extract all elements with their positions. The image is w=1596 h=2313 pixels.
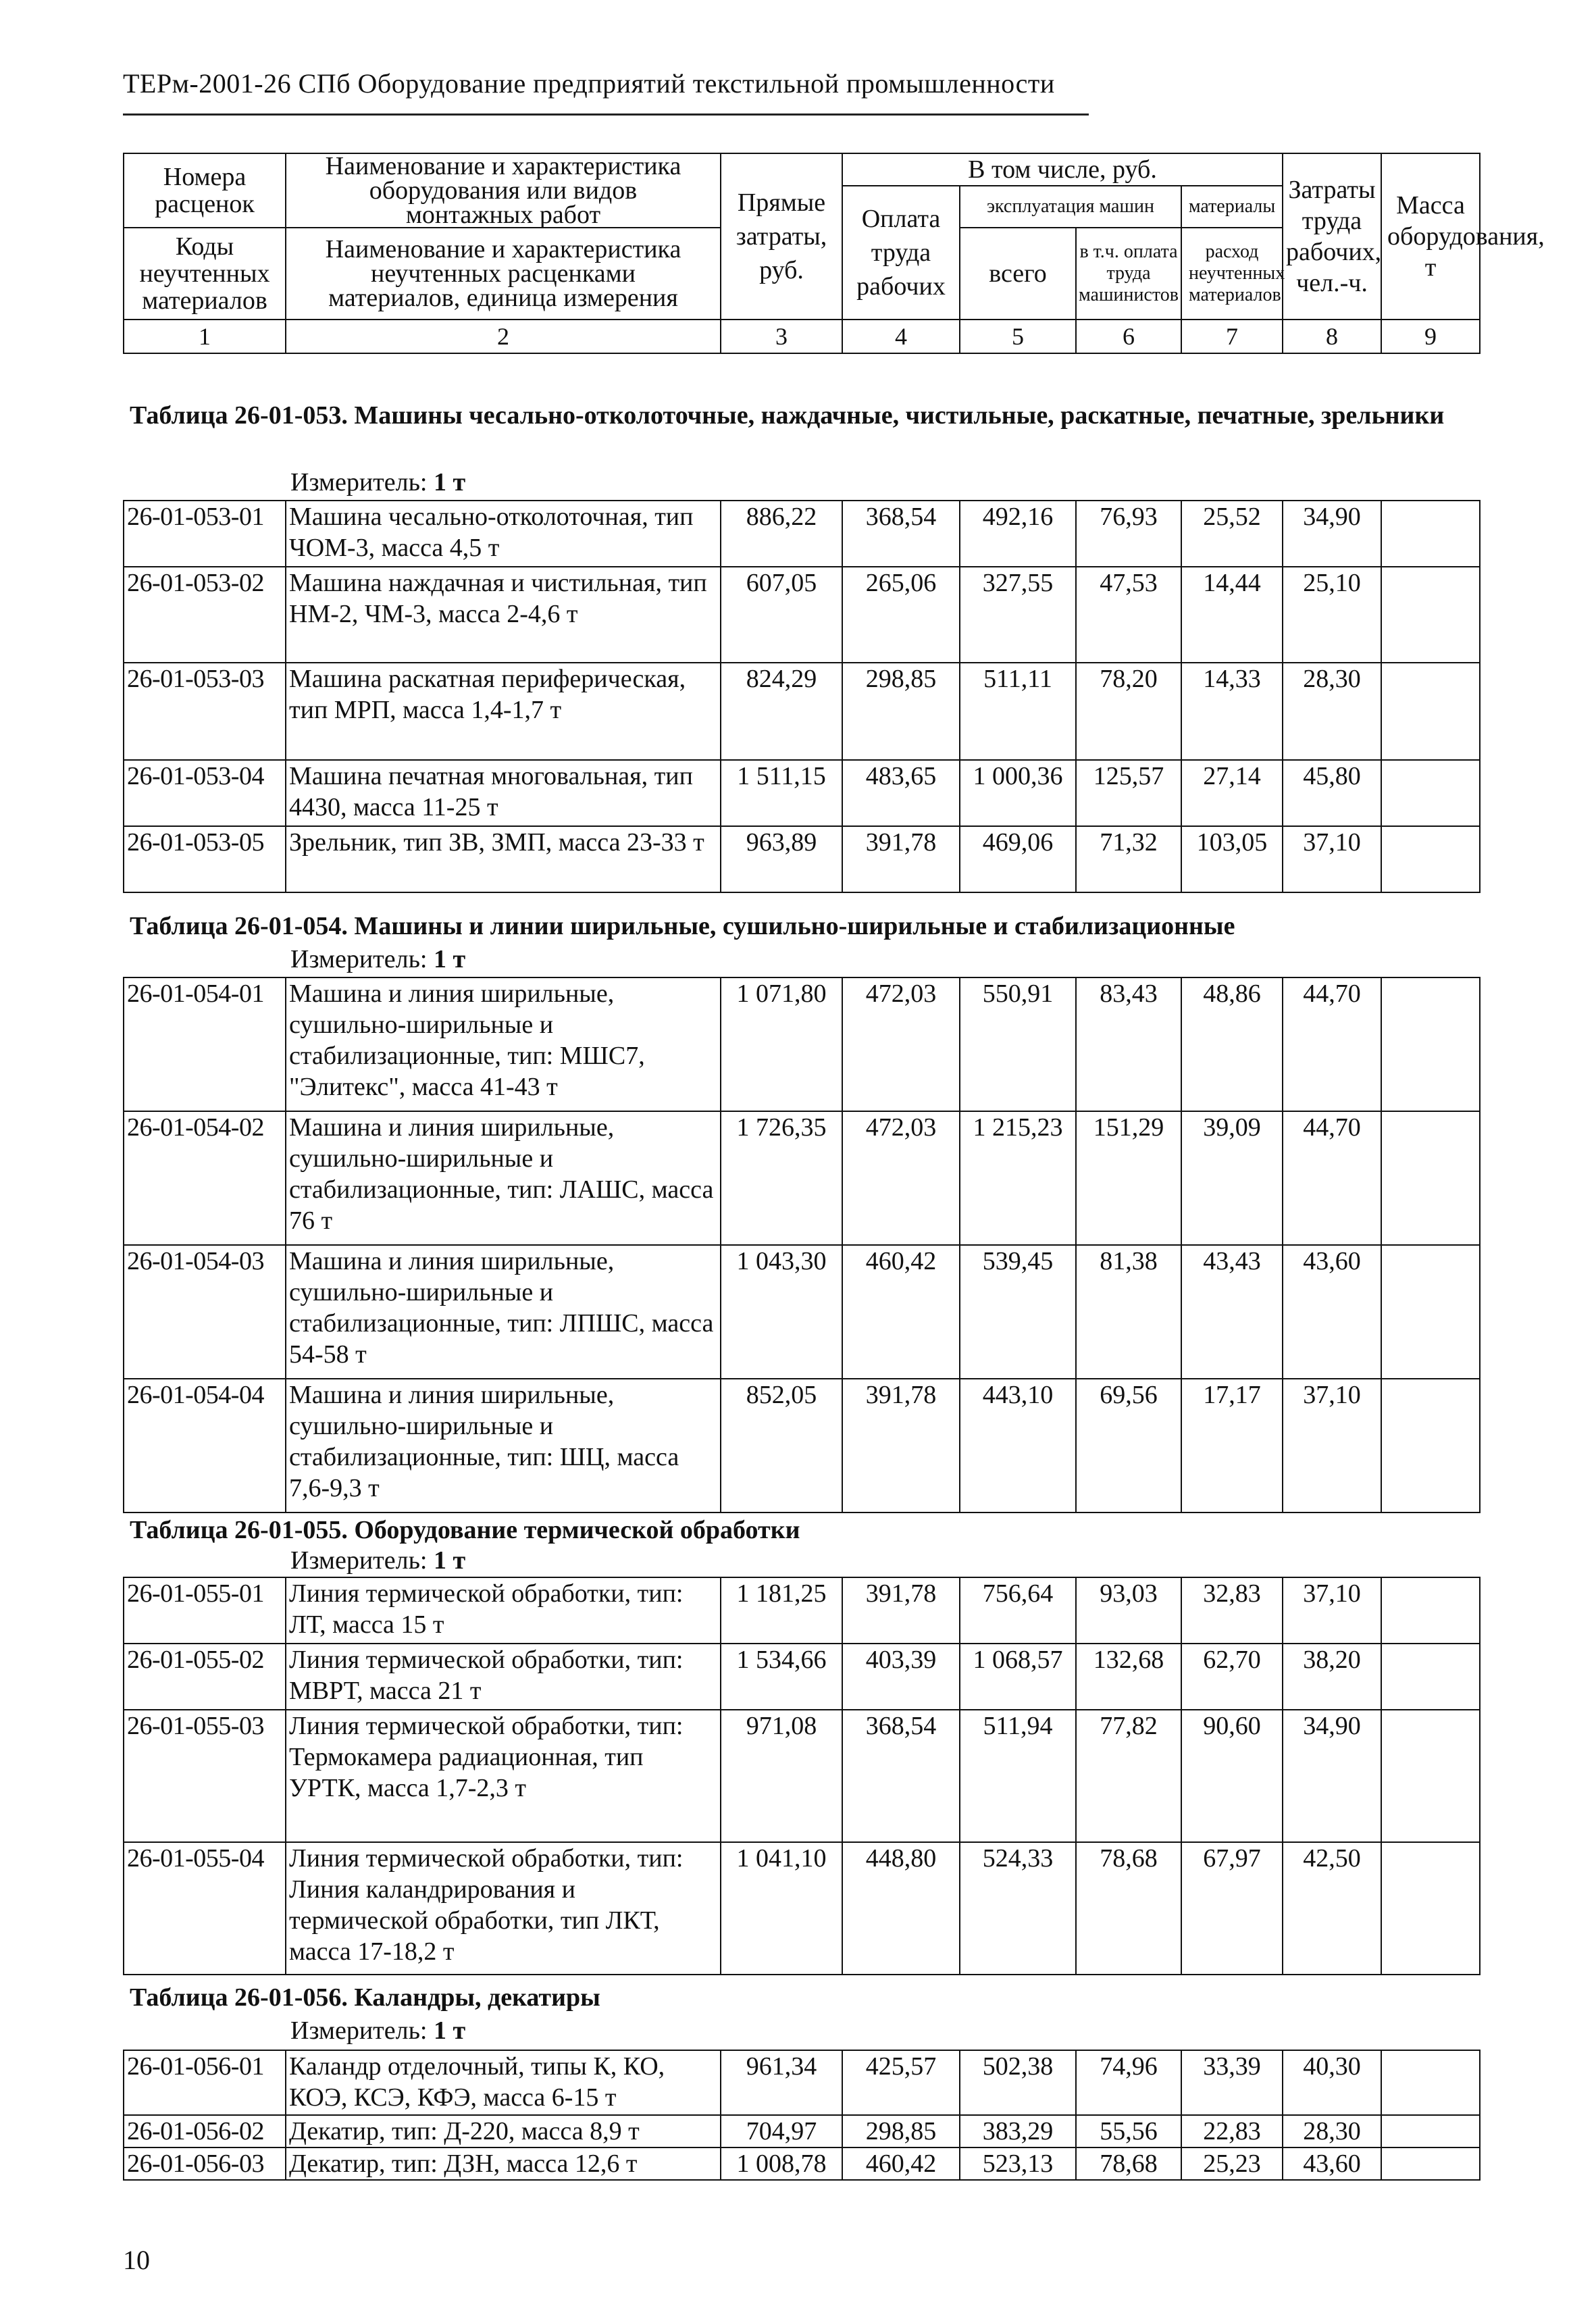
measure-value: 1 т [434,2016,466,2045]
direct-cost: 886,22 [721,501,842,567]
rate-code: 26-01-055-04 [124,1842,286,1975]
materials: 103,05 [1181,826,1283,892]
labor-hours: 34,90 [1283,1710,1381,1842]
labor-hours: 44,70 [1283,1111,1381,1245]
direct-cost: 607,05 [721,567,842,663]
materials: 67,97 [1181,1842,1283,1975]
machine-total: 550,91 [960,977,1076,1111]
labor-pay: 448,80 [842,1842,960,1975]
rate-code: 26-01-053-03 [124,663,286,760]
direct-cost: 1 008,78 [721,2147,842,2180]
machine-total: 1 000,36 [960,760,1076,826]
labor-hours: 40,30 [1283,2050,1381,2115]
machine-total: 469,06 [960,826,1076,892]
labor-pay: 391,78 [842,1379,960,1513]
machine-total: 502,38 [960,2050,1076,2115]
measure-line [290,467,465,497]
machinist-pay: 55,56 [1076,2115,1181,2147]
table-row [124,1245,1480,1379]
measure-value: 1 т [434,468,466,497]
labor-pay: 298,85 [842,663,960,760]
equipment-mass [1381,1710,1480,1842]
machine-total: 511,11 [960,663,1076,760]
rate-code: 26-01-054-03 [124,1245,286,1379]
rate-table-053 [123,500,1481,893]
table-row [124,1644,1480,1710]
materials: 22,83 [1181,2115,1283,2147]
direct-cost: 704,97 [721,2115,842,2147]
header-exploit: эксплуатация машин [960,186,1181,228]
rate-name: Машина и линия ширильные, сушильно-ширильные и стабилизационные, тип: МШС7, "Элитекс", масса 41-43 т [286,977,721,1111]
table-row [124,826,1480,892]
rate-code: 26-01-054-02 [124,1111,286,1245]
machine-total: 383,29 [960,2115,1076,2147]
rate-code: 26-01-055-01 [124,1577,286,1644]
rate-name: Линия термической обработки, тип: Термокамера радиационная, тип УРТК, масса 1,7-2,3 т [286,1710,721,1842]
header-col2-top: Наименование и характеристика оборудования или видов монтажных работ [286,153,721,228]
labor-hours: 43,60 [1283,1245,1381,1379]
labor-pay: 460,42 [842,2147,960,2180]
machinist-pay: 76,93 [1076,501,1181,567]
measure-label: Измеритель: [290,468,428,497]
machinist-pay: 132,68 [1076,1644,1181,1710]
rate-name: Машина наждачная и чистильная, тип НМ-2, ЧМ-3, масса 2-4,6 т [286,567,721,663]
table-row [124,663,1480,760]
labor-hours: 28,30 [1283,663,1381,760]
machine-total: 1 215,23 [960,1111,1076,1245]
header-col2-bottom: Наименование и характеристика неучтенных расценками материалов, единица измерения [286,228,721,320]
machine-total: 492,16 [960,501,1076,567]
direct-cost: 961,34 [721,2050,842,2115]
materials: 43,43 [1181,1245,1283,1379]
rate-table-055 [123,1577,1481,1975]
direct-cost: 1 726,35 [721,1111,842,1245]
rate-table-056 [123,2050,1481,2181]
equipment-mass [1381,2147,1480,2180]
machinist-pay: 81,38 [1076,1245,1181,1379]
labor-hours: 43,60 [1283,2147,1381,2180]
equipment-mass [1381,826,1480,892]
table-row [124,1842,1480,1975]
measure-line [290,2016,465,2045]
labor-pay: 265,06 [842,567,960,663]
labor-hours: 25,10 [1283,567,1381,663]
machinist-pay: 151,29 [1076,1111,1181,1245]
labor-hours: 28,30 [1283,2115,1381,2147]
machinist-pay: 69,56 [1076,1379,1181,1513]
labor-hours: 45,80 [1283,760,1381,826]
rate-code: 26-01-054-01 [124,977,286,1111]
equipment-mass [1381,1245,1480,1379]
machine-total: 511,94 [960,1710,1076,1842]
col-number: 8 [1283,320,1381,353]
direct-cost: 1 043,30 [721,1245,842,1379]
machinist-pay: 83,43 [1076,977,1181,1111]
page-number: 10 [123,2245,150,2275]
materials: 25,23 [1181,2147,1283,2180]
labor-pay: 483,65 [842,760,960,826]
page-header: ТЕРм-2001-26 СПб Оборудование предприятий текстильной промышленности [123,68,1055,99]
machinist-pay: 71,32 [1076,826,1181,892]
col-number: 4 [842,320,960,353]
direct-cost: 963,89 [721,826,842,892]
equipment-mass [1381,2115,1480,2147]
col-number: 6 [1076,320,1181,353]
labor-pay: 368,54 [842,1710,960,1842]
rate-name: Линия термической обработки, тип: МВРТ, масса 21 т [286,1644,721,1710]
materials: 14,44 [1181,567,1283,663]
header-col5: всего [960,228,1076,320]
machinist-pay: 78,20 [1076,663,1181,760]
rate-name: Зрельник, тип ЗВ, ЗМП, масса 23-33 т [286,826,721,892]
col-number: 2 [286,320,721,353]
rate-name: Линия термической обработки, тип: Линия каландрирования и термической обработки, тип ЛКТ, масса 17-18,2 т [286,1842,721,1975]
table-title: Таблица 26-01-056. Каландры, декатиры [130,1983,600,2012]
rate-name: Машина и линия ширильные, сушильно-ширильные и стабилизационные, тип: ЛАШС, масса 76 т [286,1111,721,1245]
rate-code: 26-01-053-01 [124,501,286,567]
labor-pay: 368,54 [842,501,960,567]
rate-code: 26-01-055-02 [124,1644,286,1710]
equipment-mass [1381,1577,1480,1644]
machinist-pay: 125,57 [1076,760,1181,826]
measure-line [290,944,465,974]
direct-cost: 824,29 [721,663,842,760]
materials: 17,17 [1181,1379,1283,1513]
col-number: 1 [124,320,286,353]
labor-pay: 298,85 [842,2115,960,2147]
equipment-mass [1381,760,1480,826]
rate-name: Линия термической обработки, тип: ЛТ, масса 15 т [286,1577,721,1644]
rate-name: Машина печатная многовальная, тип 4430, масса 11-25 т [286,760,721,826]
header-col3: Прямые затраты, руб. [721,153,842,320]
labor-pay: 391,78 [842,826,960,892]
table-title: Таблица 26-01-054. Машины и линии ширильные, сушильно-ширильные и стабилизационные [130,912,1235,940]
machine-total: 524,33 [960,1842,1076,1975]
header-col6: в т.ч. оплата труда машинистов [1076,228,1181,320]
table-row [124,501,1480,567]
rate-code: 26-01-056-02 [124,2115,286,2147]
materials: 90,60 [1181,1710,1283,1842]
header-col1-top: Номера расценок [124,153,286,228]
rate-table-054 [123,977,1481,1513]
direct-cost: 852,05 [721,1379,842,1513]
machine-total: 756,64 [960,1577,1076,1644]
labor-pay: 403,39 [842,1644,960,1710]
machinist-pay: 47,53 [1076,567,1181,663]
materials: 14,33 [1181,663,1283,760]
measure-label: Измеритель: [290,945,428,973]
header-materials: материалы [1181,186,1283,228]
header-col1-bottom: Коды неучтенных материалов [124,228,286,320]
measure-value: 1 т [434,1546,466,1575]
rate-name: Машина раскатная периферическая, тип МРП, масса 1,4-1,7 т [286,663,721,760]
labor-hours: 37,10 [1283,1379,1381,1513]
direct-cost: 971,08 [721,1710,842,1842]
equipment-mass [1381,1644,1480,1710]
machine-total: 523,13 [960,2147,1076,2180]
direct-cost: 1 534,66 [721,1644,842,1710]
direct-cost: 1 181,25 [721,1577,842,1644]
measure-value: 1 т [434,945,466,973]
materials: 62,70 [1181,1644,1283,1710]
equipment-mass [1381,663,1480,760]
machinist-pay: 77,82 [1076,1710,1181,1842]
labor-hours: 38,20 [1283,1644,1381,1710]
col-number: 9 [1381,320,1480,353]
rate-code: 26-01-053-05 [124,826,286,892]
table-row [124,567,1480,663]
column-header-table [123,152,1545,354]
col-number: 3 [721,320,842,353]
table-row [124,760,1480,826]
rate-name: Машина чесально-отколоточная, тип ЧОМ-3, масса 4,5 т [286,501,721,567]
equipment-mass [1381,977,1480,1111]
labor-pay: 460,42 [842,1245,960,1379]
equipment-mass [1381,567,1480,663]
rate-code: 26-01-054-04 [124,1379,286,1513]
materials: 25,52 [1181,501,1283,567]
table-row [124,1379,1480,1513]
rate-code: 26-01-053-04 [124,760,286,826]
col-number: 7 [1181,320,1283,353]
rate-name: Машина и линия ширильные, сушильно-ширильные и стабилизационные, тип: ШЦ, масса 7,6-9,3 т [286,1379,721,1513]
equipment-mass [1381,1379,1480,1513]
header-rule [123,113,1089,116]
header-incl: В том числе, руб. [842,153,1283,186]
table-row [124,2115,1480,2147]
table-title: Таблица 26-01-053. Машины чесально-отколоточные, наждачные, чистильные, раскатные, печатные, зрельники [130,401,1445,430]
rate-name: Декатир, тип: Д-220, масса 8,9 т [286,2115,721,2147]
table-row [124,977,1480,1111]
equipment-mass [1381,2050,1480,2115]
rate-name: Машина и линия ширильные, сушильно-ширильные и стабилизационные, тип: ЛПШС, масса 54-58 т [286,1245,721,1379]
rate-name: Каландр отделочный, типы К, КО, КОЭ, КСЭ, КФЭ, масса 6-15 т [286,2050,721,2115]
labor-pay: 472,03 [842,1111,960,1245]
labor-pay: 391,78 [842,1577,960,1644]
materials: 32,83 [1181,1577,1283,1644]
header-col8: Затраты труда рабочих, чел.-ч. [1283,153,1381,320]
rate-code: 26-01-055-03 [124,1710,286,1842]
equipment-mass [1381,1111,1480,1245]
table-row [124,1111,1480,1245]
direct-cost: 1 511,15 [721,760,842,826]
measure-label: Измеритель: [290,2016,428,2045]
materials: 39,09 [1181,1111,1283,1245]
table-row [124,1577,1480,1644]
machinist-pay: 93,03 [1076,1577,1181,1644]
machinist-pay: 78,68 [1076,2147,1181,2180]
materials: 48,86 [1181,977,1283,1111]
machine-total: 327,55 [960,567,1076,663]
materials: 27,14 [1181,760,1283,826]
direct-cost: 1 041,10 [721,1842,842,1975]
measure-line [290,1546,465,1575]
rate-code: 26-01-056-01 [124,2050,286,2115]
machinist-pay: 74,96 [1076,2050,1181,2115]
rate-name: Декатир, тип: ДЗН, масса 12,6 т [286,2147,721,2180]
machine-total: 443,10 [960,1379,1076,1513]
labor-pay: 472,03 [842,977,960,1111]
col-number: 5 [960,320,1076,353]
labor-hours: 37,10 [1283,1577,1381,1644]
labor-hours: 37,10 [1283,826,1381,892]
header-col4: Оплата труда рабочих [842,186,960,320]
materials: 33,39 [1181,2050,1283,2115]
table-row [124,2050,1480,2115]
labor-hours: 34,90 [1283,501,1381,567]
labor-hours: 44,70 [1283,977,1381,1111]
table-row [124,2147,1480,2180]
machinist-pay: 78,68 [1076,1842,1181,1975]
header-col9: Масса оборудования, т [1381,153,1480,320]
equipment-mass [1381,1842,1480,1975]
rate-code: 26-01-056-03 [124,2147,286,2180]
machine-total: 539,45 [960,1245,1076,1379]
rate-code: 26-01-053-02 [124,567,286,663]
labor-pay: 425,57 [842,2050,960,2115]
machine-total: 1 068,57 [960,1644,1076,1710]
header-col7: расход неучтенных материалов [1181,228,1283,320]
measure-label: Измеритель: [290,1546,428,1575]
table-row [124,1710,1480,1842]
equipment-mass [1381,501,1480,567]
direct-cost: 1 071,80 [721,977,842,1111]
labor-hours: 42,50 [1283,1842,1381,1975]
table-title: Таблица 26-01-055. Оборудование термической обработки [130,1516,800,1544]
